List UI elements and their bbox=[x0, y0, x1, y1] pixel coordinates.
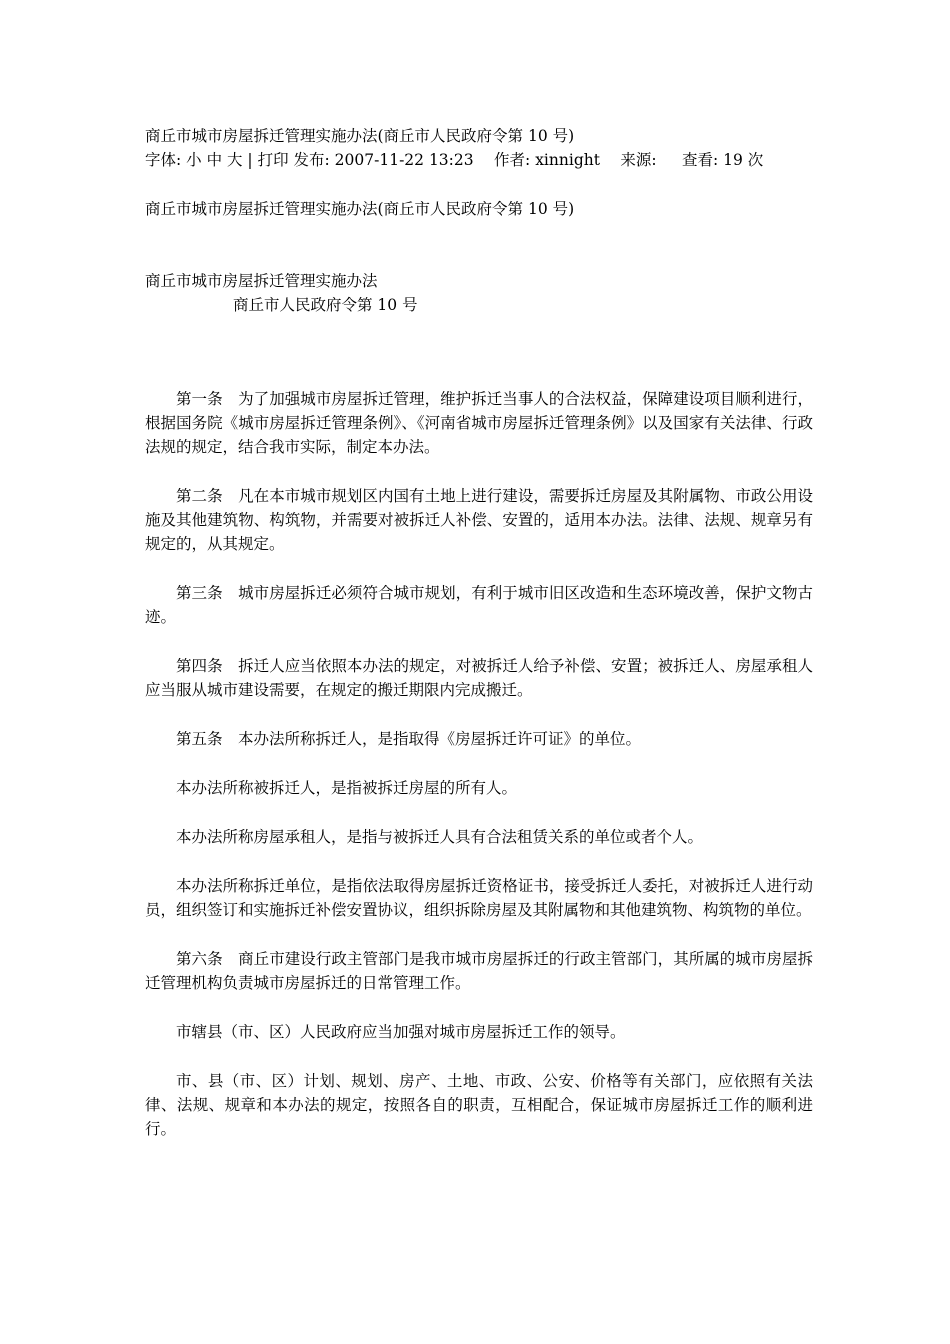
article-meta: 字体: 小 中 大 | 打印 发布: 2007-11-22 13:23 作者: xinnight 来源: 查看: 19 次 bbox=[145, 151, 764, 169]
document-subtitle: 商丘市人民政府令第 10 号 bbox=[233, 296, 418, 314]
document-heading bbox=[145, 269, 813, 317]
repeat-title: 商丘市城市房屋拆迁管理实施办法(商丘市人民政府令第 10 号) bbox=[145, 200, 575, 218]
page-title: 商丘市城市房屋拆迁管理实施办法(商丘市人民政府令第 10 号) bbox=[145, 127, 575, 145]
paragraph: 第二条 凡在本市城市规划区内国有土地上进行建设，需要拆迁房屋及其附属物、市政公用设施及其他建筑物、构筑物，并需要对被拆迁人补偿、安置的，适用本办法。法律、法规、规章另有规定的，从其规定。 bbox=[145, 487, 813, 553]
paragraph: 本办法所称拆迁单位，是指依法取得房屋拆迁资格证书，接受拆迁人委托，对被拆迁人进行动员，组织签订和实施拆迁补偿安置协议，组织拆除房屋及其附属物和其他建筑物、构筑物的单位。 bbox=[145, 877, 813, 919]
paragraph: 第五条 本办法所称拆迁人，是指取得《房屋拆迁许可证》的单位。 bbox=[176, 730, 642, 748]
paragraph: 市、县（市、区）计划、规划、房产、土地、市政、公安、价格等有关部门，应依照有关法律、法规、规章和本办法的规定，按照各自的职责，互相配合，保证城市房屋拆迁工作的顺利进行。 bbox=[145, 1072, 813, 1138]
paragraph: 本办法所称被拆迁人，是指被拆迁房屋的所有人。 bbox=[176, 779, 518, 797]
document-body bbox=[145, 387, 813, 1141]
document-title: 商丘市城市房屋拆迁管理实施办法 bbox=[145, 272, 378, 290]
paragraph: 第四条 拆迁人应当依照本办法的规定，对被拆迁人给予补偿、安置；被拆迁人、房屋承租人应当服从城市建设需要，在规定的搬迁期限内完成搬迁。 bbox=[145, 657, 813, 699]
document-page bbox=[145, 124, 813, 1166]
paragraph: 市辖县（市、区）人民政府应当加强对城市房屋拆迁工作的领导。 bbox=[176, 1023, 626, 1041]
paragraph: 本办法所称房屋承租人，是指与被拆迁人具有合法租赁关系的单位或者个人。 bbox=[176, 828, 704, 846]
paragraph: 第六条 商丘市建设行政主管部门是我市城市房屋拆迁的行政主管部门，其所属的城市房屋拆迁管理机构负责城市房屋拆迁的日常管理工作。 bbox=[145, 950, 813, 992]
paragraph: 第一条 为了加强城市房屋拆迁管理，维护拆迁当事人的合法权益，保障建设项目顺利进行，根据国务院《城市房屋拆迁管理条例》、《河南省城市房屋拆迁管理条例》以及国家有关法律、行政法规的规定，结合我市实际，制定本办法。 bbox=[145, 390, 813, 456]
paragraph: 第三条 城市房屋拆迁必须符合城市规划，有利于城市旧区改造和生态环境改善，保护文物古迹。 bbox=[145, 584, 813, 626]
